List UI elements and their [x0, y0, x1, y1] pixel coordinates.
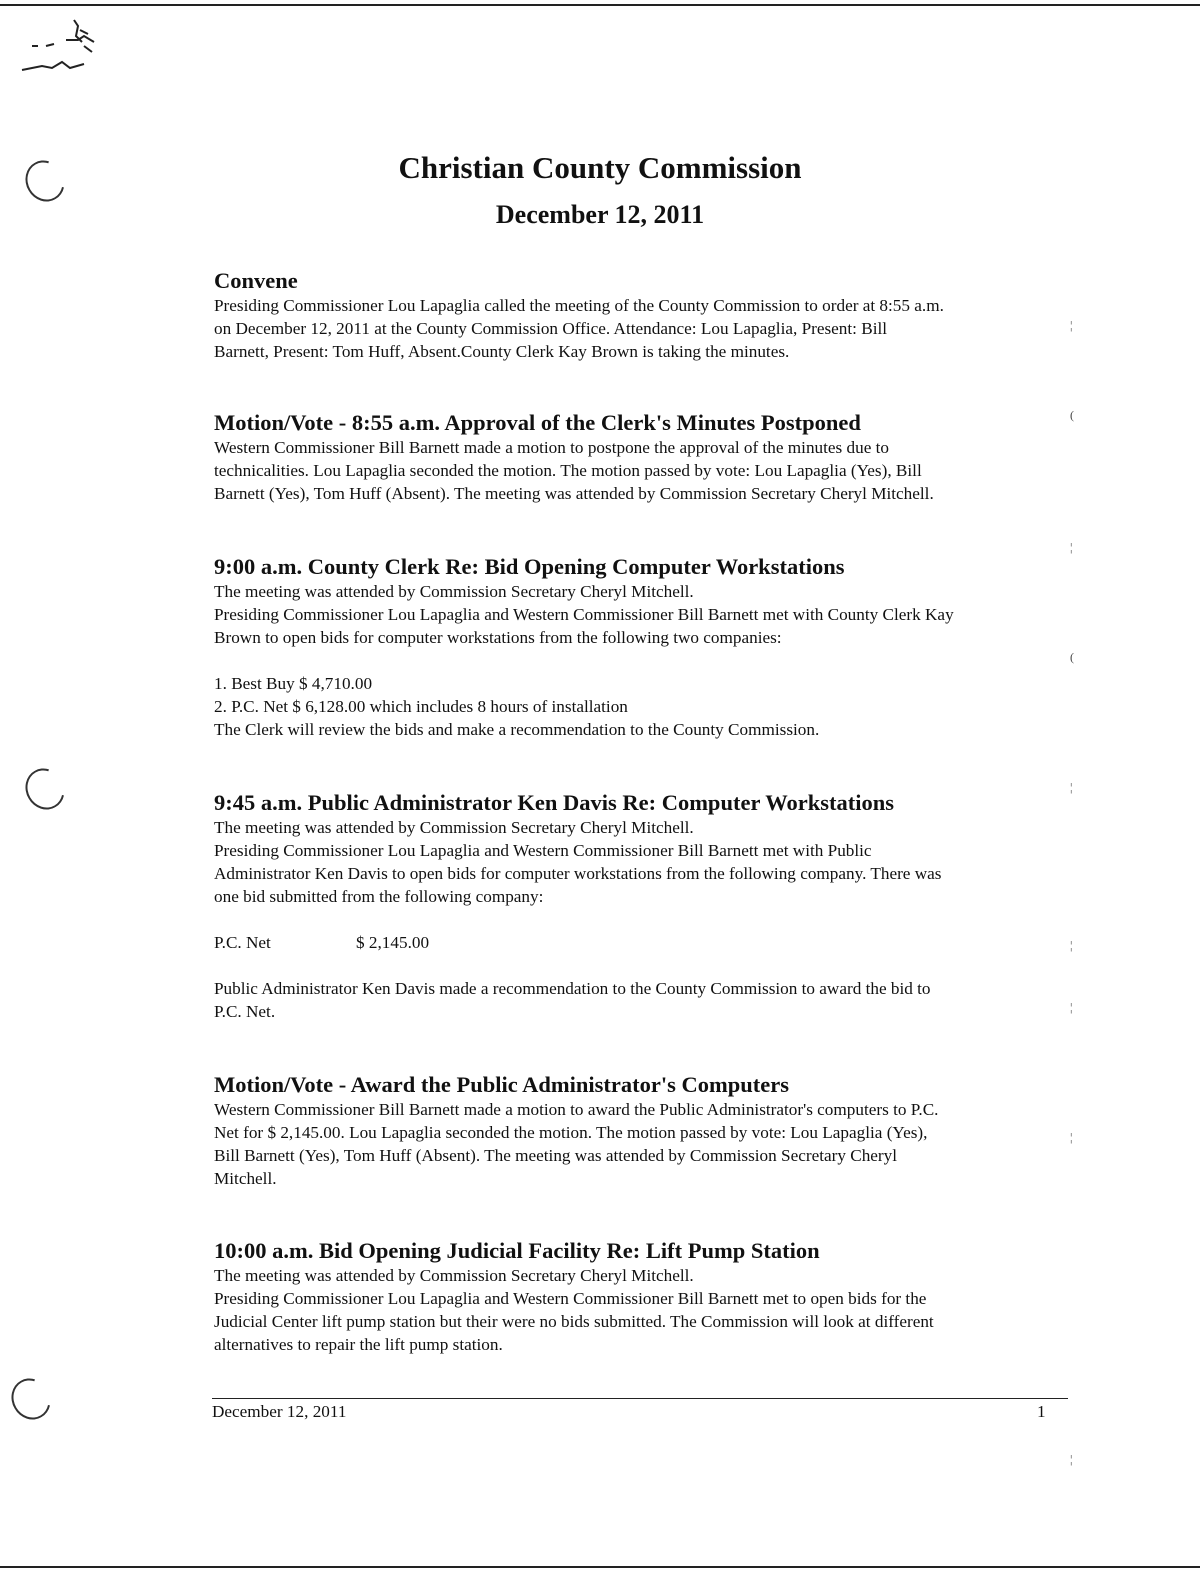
body-line: Presiding Commissioner Lou Lapaglia and Western Commissioner Bill Barnett met to open bids for the [214, 1289, 927, 1308]
page-number: 1 [1037, 1402, 1046, 1421]
body-line: Barnett (Yes), Tom Huff (Absent). The meeting was attended by Commission Secretary Cheryl Mitchell. [214, 484, 934, 503]
body-line: P.C. Net. [214, 1002, 276, 1021]
scan-speck: ¦ [1070, 780, 1073, 794]
body-line: Presiding Commissioner Lou Lapaglia and Western Commissioner Bill Barnett met with County Clerk Kay [214, 605, 954, 624]
body-line: Administrator Ken Davis to open bids for computer workstations from the following company. There was [214, 864, 942, 883]
section-heading: 9:45 a.m. Public Administrator Ken Davis Re: Computer Workstations [214, 790, 895, 815]
body-line: The meeting was attended by Commission Secretary Cheryl Mitchell. [214, 582, 694, 601]
footer-date: December 12, 2011 [212, 1402, 347, 1421]
section-award-computers [214, 1072, 1074, 1190]
scan-speck: ¦ [1070, 318, 1073, 332]
body-line: Barnett, Present: Tom Huff, Absent.County Clerk Kay Brown is taking the minutes. [214, 342, 790, 361]
body-line: Western Commissioner Bill Barnett made a motion to postpone the approval of the minutes due to [214, 438, 890, 457]
bid-row [214, 931, 1074, 954]
body-line: Mitchell. [214, 1169, 277, 1188]
section-clerk-bid-opening [214, 554, 1074, 741]
body-line: on December 12, 2011 at the County Commission Office. Attendance: Lou Lapaglia, Present: Bill [214, 319, 888, 338]
body-line: The meeting was attended by Commission Secretary Cheryl Mitchell. [214, 818, 694, 837]
section-heading: Motion/Vote - 8:55 a.m. Approval of the Clerk's Minutes Postponed [214, 410, 861, 435]
section-lift-pump [214, 1238, 1074, 1356]
document-date: December 12, 2011 [495, 200, 705, 229]
section-heading: 9:00 a.m. County Clerk Re: Bid Opening Computer Workstations [214, 554, 845, 579]
body-line: Net for $ 2,145.00. Lou Lapaglia seconded the motion. The motion passed by vote: Lou Lapaglia (Yes), [214, 1123, 928, 1142]
scan-speck: ¦ [1070, 540, 1073, 554]
body-line: Presiding Commissioner Lou Lapaglia and Western Commissioner Bill Barnett met with Public [214, 841, 872, 860]
footer-rule [212, 1398, 1068, 1399]
section-convene [214, 268, 1074, 363]
hole-punch-mark [18, 761, 72, 816]
body-line: Brown to open bids for computer workstations from the following two companies: [214, 628, 782, 647]
bottom-scan-edge [0, 1566, 1200, 1568]
body-line: Western Commissioner Bill Barnett made a motion to award the Public Administrator's computers to P.C. [214, 1100, 939, 1119]
bid-company: P.C. Net [214, 933, 271, 952]
scan-speck: ¦ [1070, 1452, 1073, 1466]
handwritten-mark [14, 16, 114, 76]
scan-speck: ¦ [1070, 1130, 1073, 1144]
body-line: The Clerk will review the bids and make a recommendation to the County Commission. [214, 720, 820, 739]
section-public-administrator [214, 790, 1074, 1023]
body-line: Bill Barnett (Yes), Tom Huff (Absent). The meeting was attended by Commission Secretary Cheryl [214, 1146, 898, 1165]
scan-speck: ¦ [1070, 1000, 1073, 1014]
section-heading: Convene [214, 268, 298, 293]
body-line: Public Administrator Ken Davis made a recommendation to the County Commission to award the bid to [214, 979, 931, 998]
document-title: Christian County Commission [398, 150, 802, 185]
hole-punch-mark [4, 1371, 58, 1426]
body-line: Presiding Commissioner Lou Lapaglia called the meeting of the County Commission to order at 8:55 a.m. [214, 296, 944, 315]
section-minutes-postponed [214, 410, 1074, 505]
body-line: technicalities. Lou Lapaglia seconded the motion. The motion passed by vote: Lou Lapaglia (Yes), Bill [214, 461, 922, 480]
body-line: The meeting was attended by Commission Secretary Cheryl Mitchell. [214, 1266, 694, 1285]
scan-speck: ¦ [1070, 938, 1073, 952]
section-heading: Motion/Vote - Award the Public Administrator's Computers [214, 1072, 789, 1097]
top-scan-edge [0, 4, 1200, 6]
body-line: Judicial Center lift pump station but their were no bids submitted. The Commission will look at different [214, 1312, 934, 1331]
scan-speck: ( [1070, 408, 1074, 422]
section-heading: 10:00 a.m. Bid Opening Judicial Facility Re: Lift Pump Station [214, 1238, 820, 1263]
bid-line: 1. Best Buy $ 4,710.00 [214, 674, 373, 693]
body-line: one bid submitted from the following company: [214, 887, 544, 906]
body-line: alternatives to repair the lift pump station. [214, 1335, 503, 1354]
bid-line: 2. P.C. Net $ 6,128.00 which includes 8 hours of installation [214, 697, 628, 716]
bid-amount: $ 2,145.00 [356, 933, 430, 952]
scan-speck: ( [1070, 650, 1074, 664]
